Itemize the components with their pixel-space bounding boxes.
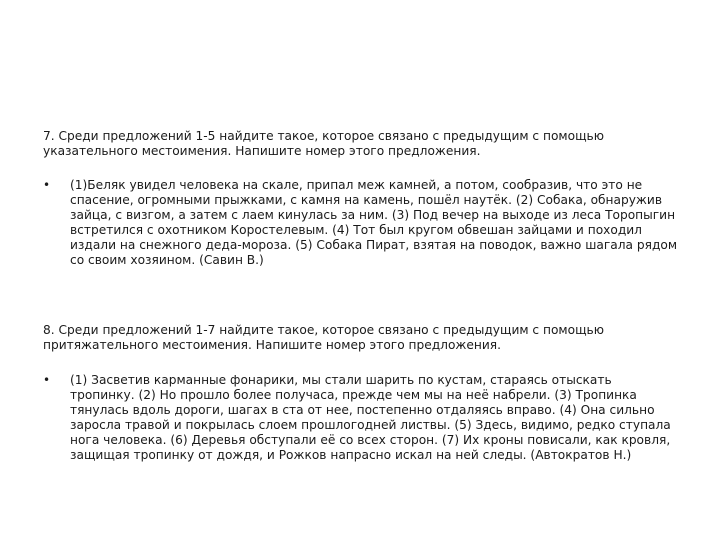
task-8-heading: 8. Среди предложений 1-7 найдите такое, которое связано с предыдущим с помощью притяжательного местоимения. Напишите номер этого предложения.	[43, 323, 604, 352]
bullet-icon: •	[43, 373, 51, 387]
task-8-text: (1) Засветив карманные фонарики, мы стали шарить по кустам, стараясь отыскать тропинку. (2) Но прошло более получаса, прежде чем мы на неё набрели. (3) Тропинка тянулась вдоль дороги, шагах в ста от нее, постепенно отдаляясь вправо. (4) Она сильно заросла травой и покрылась слоем прошлогодней листвы. (5) Здесь, видимо, редко ступала нога человека. (6) Деревья обступали её со всех сторон. (7) Их кроны повисали, как кровля, защищая тропинку от дождя, и Рожков напрасно искал на ней следы. (Автократов Н.)	[70, 373, 671, 462]
task-7-heading: 7. Среди предложений 1-5 найдите такое, которое связано с предыдущим с помощью указательного местоимения. Напишите номер этого предложения.	[43, 129, 604, 158]
task-7-text: (1)Беляк увидел человека на скале, припал меж камней, а потом, сообразив, что это не спасение, огромными прыжками, с камня на камень, пошёл наутёк. (2) Собака, обнаружив зайца, с визгом, а затем с лаем кинулась за ним. (3) Под вечер на выходе из леса Торопыгин встретился с охотником Коростелевым. (4) Тот был кругом обвешан зайцами и походил издали на снежного деда-мороза. (5) Собака Пират, взятая на поводок, важно шагала рядом со своим хозяином. (Савин В.)	[70, 178, 678, 267]
bullet-icon: •	[43, 178, 51, 192]
